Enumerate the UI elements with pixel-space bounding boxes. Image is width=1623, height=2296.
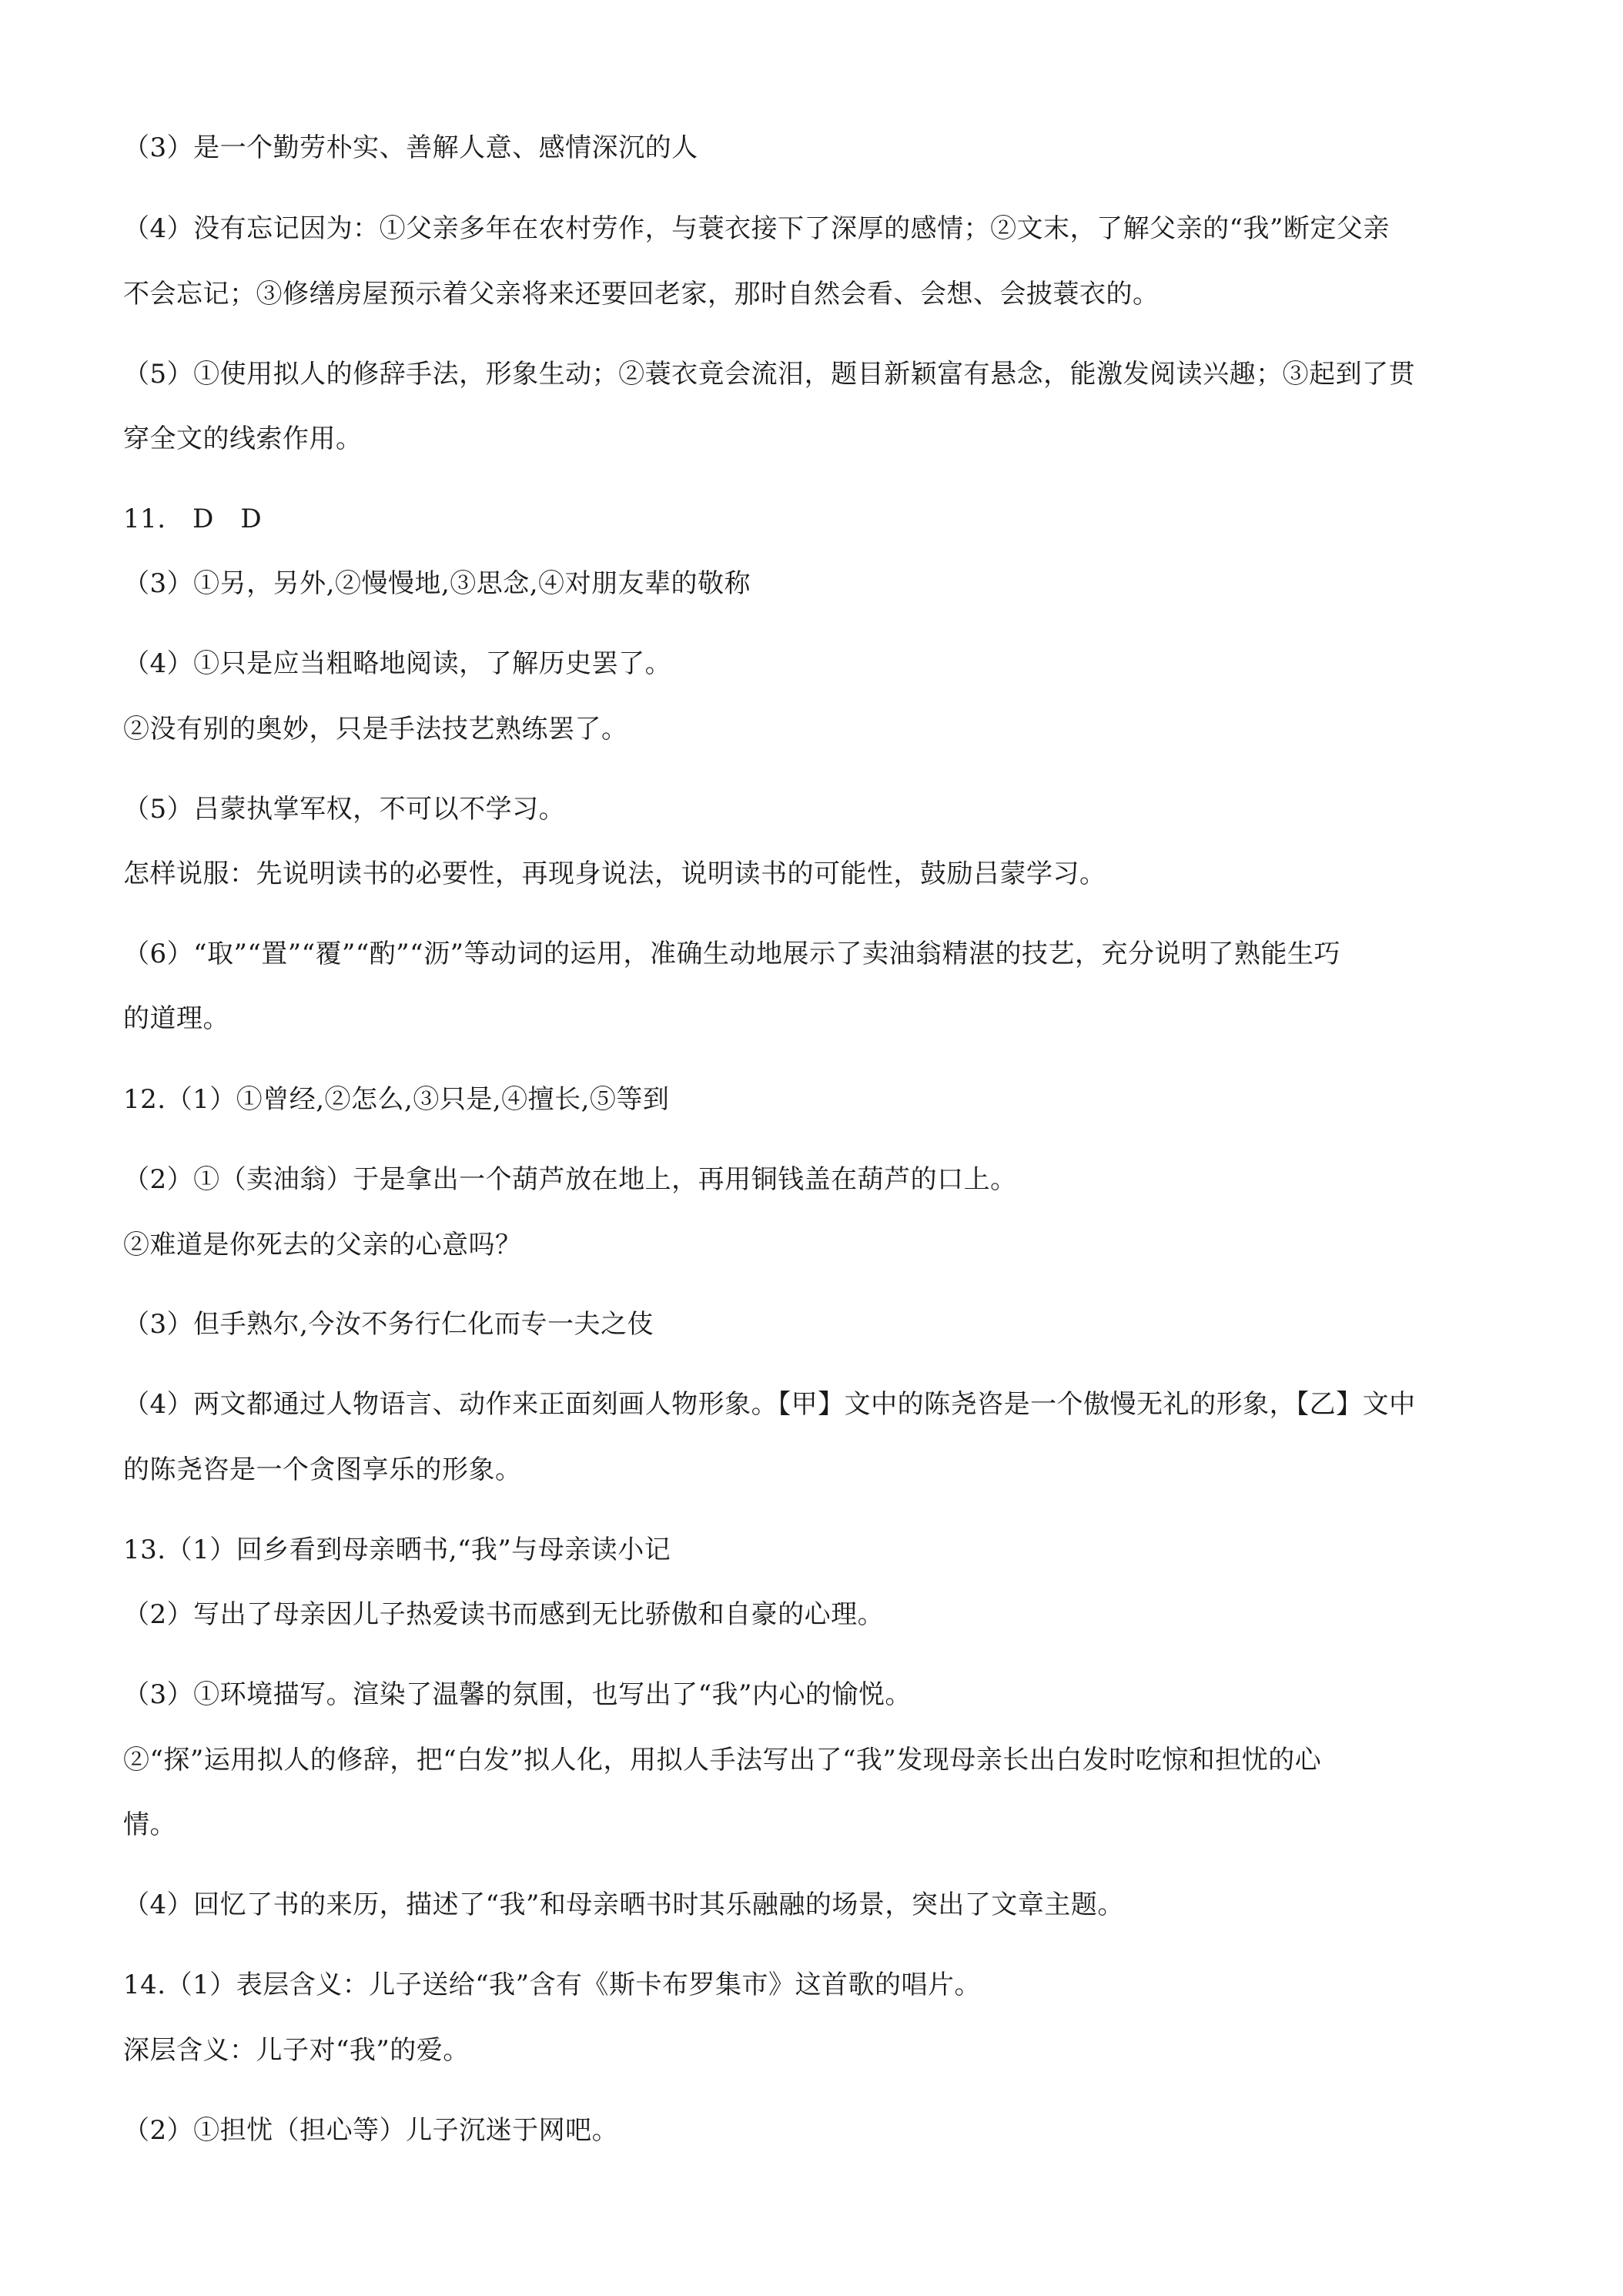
text-line: （4）回忆了书的来历，描述了“我”和母亲晒书时其乐融融的场景，突出了文章主题。 xyxy=(123,1889,1124,1920)
text-line: （4）没有忘记因为：①父亲多年在农村劳作，与蓑衣接下了深厚的感情；②文末，了解父亲的“我”断定父亲 xyxy=(123,213,1390,244)
text-line: （4）①只是应当粗略地阅读，了解历史罢了。 xyxy=(123,648,672,679)
text-line: （4）两文都通过人物语言、动作来正面刻画人物形象。【甲】文中的陈尧咨是一个傲慢无礼的形象，【乙】文中 xyxy=(123,1389,1416,1420)
text-line: （3）①环境描写。渲染了温馨的氛围，也写出了“我”内心的愉悦。 xyxy=(123,1679,912,1710)
text-line: （2）①（卖油翁）于是拿出一个葫芦放在地上，再用铜钱盖在葫芦的口上。 xyxy=(123,1164,1017,1195)
text-line: 不会忘记；③修缮房屋预示着父亲将来还要回老家，那时自然会看、会想、会披蓑衣的。 xyxy=(123,279,1160,310)
text-line: （5）吕蒙执掌军权，不可以不学习。 xyxy=(123,794,566,825)
text-line: 怎样说服：先说明读书的必要性，再现身说法，说明读书的可能性，鼓励吕蒙学习。 xyxy=(123,858,1106,889)
text-line: ②“探”运用拟人的修辞，把“白发”拟人化，用拟人手法写出了“我”发现母亲长出白发时吃惊和担忧的心 xyxy=(123,1745,1322,1776)
text-line: 11. D D xyxy=(123,504,263,534)
text-line: 的道理。 xyxy=(123,1003,229,1034)
text-line: （2）①担忧（担心等）儿子沉迷于网吧。 xyxy=(123,2115,619,2146)
text-line: 的陈尧咨是一个贪图享乐的形象。 xyxy=(123,1454,522,1485)
text-line: （3）但手熟尔,今汝不务行仁化而专一夫之伎 xyxy=(123,1309,654,1340)
text-line: 14.（1）表层含义：儿子送给“我”含有《斯卡布罗集市》这首歌的唱片。 xyxy=(123,1970,981,2000)
text-line: （2）写出了母亲因儿子热爱读书而感到无比骄傲和自豪的心理。 xyxy=(123,1599,885,1630)
text-line: 13.（1）回乡看到母亲晒书,“我”与母亲读小记 xyxy=(123,1535,671,1565)
text-line: 穿全文的线索作用。 xyxy=(123,423,363,454)
text-line: 情。 xyxy=(123,1809,176,1840)
text-line: ②难道是你死去的父亲的心意吗？ xyxy=(123,1230,522,1260)
text-line: （6）“取”“置”“覆”“酌”“沥”等动词的运用，准确生动地展示了卖油翁精湛的技艺，充分说明了熟能生巧 xyxy=(123,939,1340,969)
text-line: 12.（1）①曾经,②怎么,③只是,④擅长,⑤等到 xyxy=(123,1084,670,1115)
text-line: （3）是一个勤劳朴实、善解人意、感情深沉的人 xyxy=(123,132,698,163)
text-line: （3）①另，另外,②慢慢地,③思念,④对朋友辈的敬称 xyxy=(123,568,751,599)
text-line: ②没有别的奥妙，只是手法技艺熟练罢了。 xyxy=(123,714,628,745)
text-line: （5）①使用拟人的修辞手法，形象生动；②蓑衣竟会流泪，题目新颖富有悬念，能激发阅读兴趣；③起到了贯 xyxy=(123,359,1416,390)
text-line: 深层含义：儿子对“我”的爱。 xyxy=(123,2035,470,2066)
